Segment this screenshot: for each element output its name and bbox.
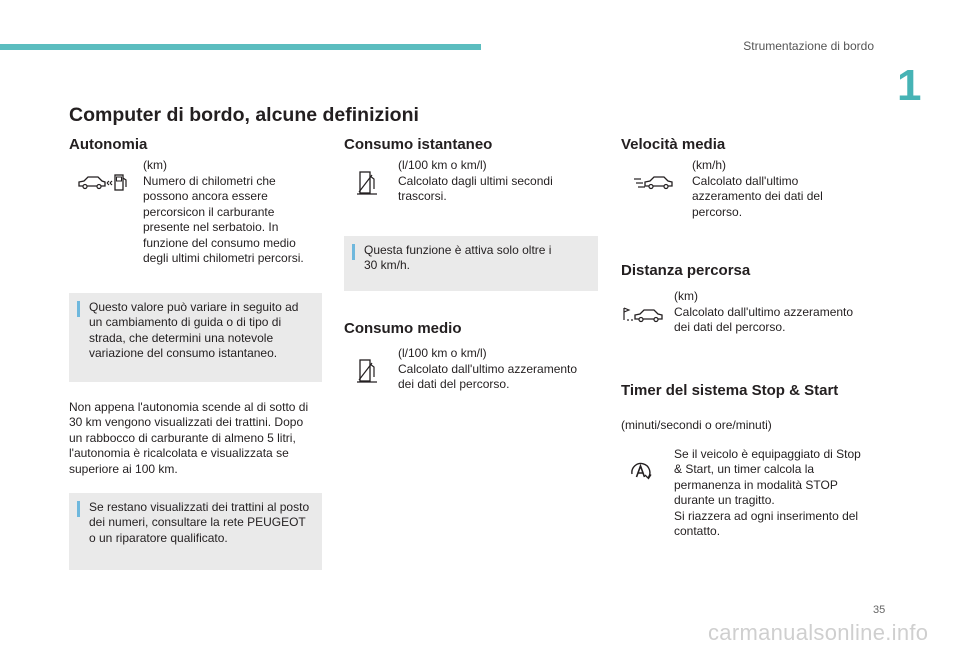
- note-consumo-istantaneo-text: Questa funzione è attiva solo oltre i 30 km/h.: [364, 243, 552, 273]
- distanza-percorsa-unit: (km): [674, 289, 698, 303]
- distanza-percorsa-description: Calcolato dall'ultimo azzeramento dei dati del percorso.: [674, 305, 854, 335]
- velocita-media-description: Calcolato dall'ultimo azzeramento dei dati del percorso.: [692, 174, 823, 219]
- page-title: Computer di bordo, alcune definizioni: [69, 104, 419, 126]
- timer-unit: (minuti/secondi o ore/minuti): [621, 418, 772, 432]
- section-title: Strumentazione di bordo: [743, 39, 874, 53]
- timer-description: Se il veicolo è equipaggiato di Stop & Start, un timer calcola la permanenza in modalità STOP durante un tragitto.: [674, 447, 861, 508]
- consumo-istantaneo-description: Calcolato dagli ultimi secondi trascorsi.: [398, 174, 553, 204]
- heading-distanza-percorsa: Distanza percorsa: [621, 262, 751, 279]
- heading-velocita-media: Velocità media: [621, 136, 726, 153]
- timer-description-reset: Si riazzera ad ogni inserimento del contatto.: [674, 509, 859, 539]
- note-marker: [77, 301, 80, 317]
- note-marker: [77, 501, 80, 517]
- note-marker: [352, 244, 355, 260]
- car-fuel-pump-icon: [76, 172, 130, 197]
- header-accent-bar: [0, 44, 481, 50]
- heading-autonomia: Autonomia: [69, 136, 148, 153]
- consumo-medio-description: Calcolato dall'ultimo azzeramento dei dati del percorso.: [398, 362, 578, 392]
- consumo-istantaneo-unit: (l/100 km o km/l): [398, 158, 487, 172]
- note-autonomia: [69, 293, 322, 382]
- autonomia-description: Numero di chilometri che possono ancora essere percorsicon il carburante presente nel serbatoio. In funzione del consumo medio degli ultimi chilometri percorsi.: [143, 174, 304, 266]
- fuel-pump-slash-icon: [356, 358, 378, 389]
- chapter-number: 1: [897, 61, 922, 110]
- car-speed-icon: [633, 172, 675, 197]
- fuel-pump-slash-icon: [356, 170, 378, 201]
- heading-timer-stop-start: Timer del sistema Stop & Start: [621, 382, 839, 399]
- heading-consumo-medio: Consumo medio: [344, 320, 462, 337]
- watermark: carmanualsonline.info: [708, 620, 929, 645]
- autonomia-unit: (km): [143, 158, 167, 172]
- page-number: 35: [873, 604, 886, 616]
- note-trattini-text: Se restano visualizzati dei trattini al posto dei numeri, consultare la rete PEUGEOT o un riparatore qualificato.: [89, 500, 310, 545]
- heading-consumo-istantaneo: Consumo istantaneo: [344, 136, 493, 153]
- velocita-media-unit: (km/h): [692, 158, 726, 172]
- note-autonomia-text: Questo valore può variare in seguito ad un cambiamento di guida o di tipo di strada, che determini una notevole variazione del consumo istantaneo.: [89, 300, 299, 361]
- autonomia-paragraph: Non appena l'autonomia scende al di sotto di 30 km vengono visualizzati dei trattini. Dopo un rabbocco di carburante di almeno 5 litri, l'autonomia è ricalcolata e visualizzata se superiore ai 100 km.: [69, 400, 309, 476]
- stop-start-a-icon: [628, 460, 654, 489]
- note-trattini: [69, 493, 322, 570]
- car-flag-distance-icon: [621, 304, 665, 329]
- note-consumo-istantaneo: [344, 236, 598, 291]
- consumo-medio-unit: (l/100 km o km/l): [398, 346, 487, 360]
